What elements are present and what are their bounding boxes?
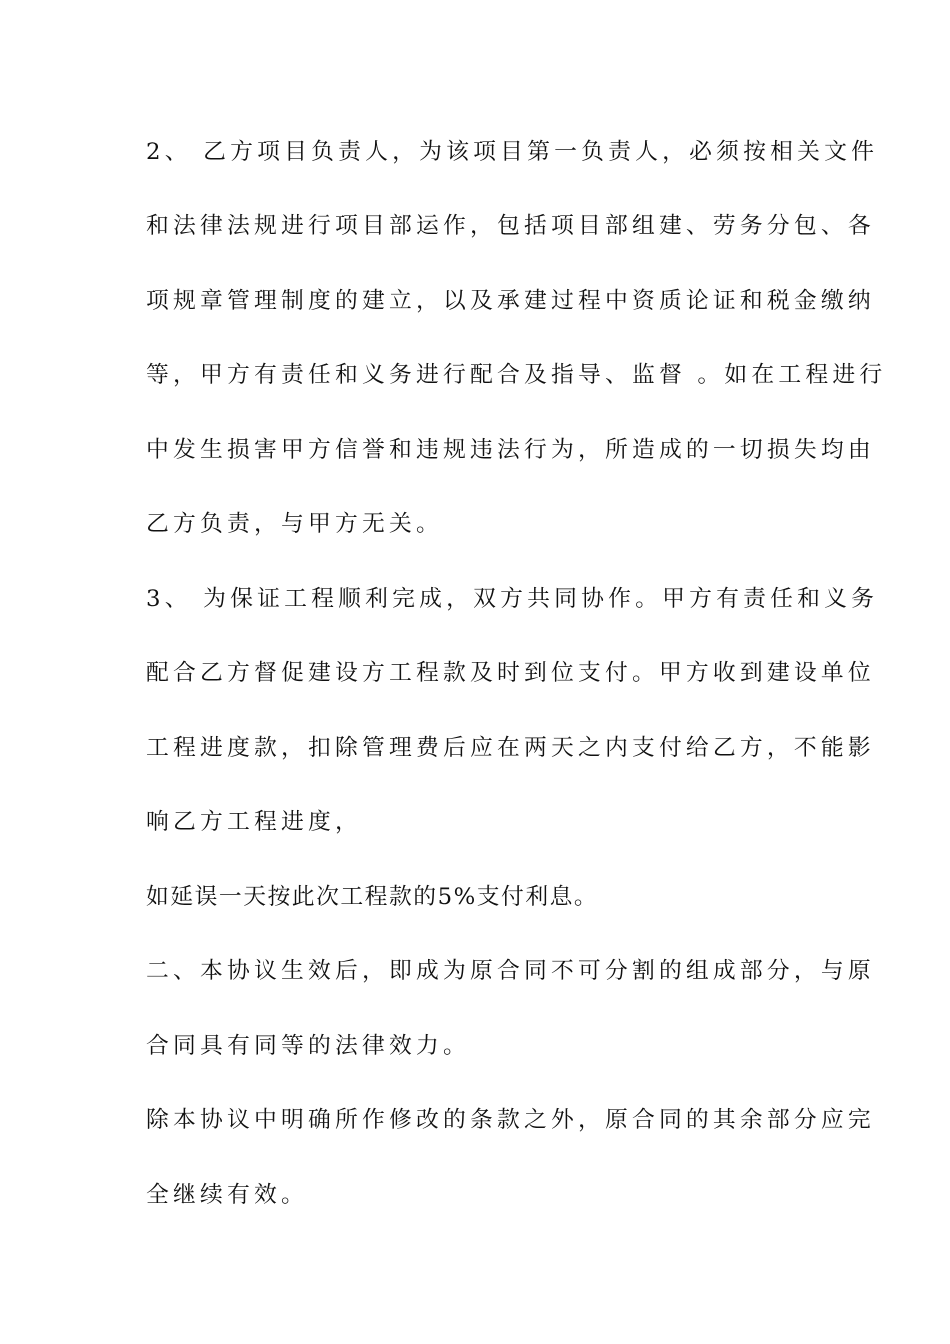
paragraph-line: 工程进度款，扣除管理费后应在两天之内支付给乙方，不能影 bbox=[146, 735, 875, 761]
paragraph-line: 乙方负责，与甲方无关。 bbox=[146, 511, 443, 537]
paragraph-line: 二、本协议生效后，即成为原合同不可分割的组成部分，与原 bbox=[146, 958, 875, 984]
paragraph-line: 全继续有效。 bbox=[146, 1182, 308, 1208]
paragraph-line: 项规章管理制度的建立，以及承建过程中资质论证和税金缴纳 bbox=[146, 288, 875, 314]
paragraph-line: 合同具有同等的法律效力。 bbox=[146, 1033, 470, 1059]
paragraph-line: 如延误一天按此次工程款的5%支付利息。 bbox=[146, 884, 599, 910]
paragraph-line: 2、 乙方项目负责人，为该项目第一负责人，必须按相关文件 bbox=[146, 139, 879, 165]
paragraph-line: 响乙方工程进度， bbox=[146, 809, 362, 835]
paragraph-line: 配合乙方督促建设方工程款及时到位支付。甲方收到建设单位 bbox=[146, 660, 875, 686]
paragraph-line: 等，甲方有责任和义务进行配合及指导、监督 。如在工程进行 bbox=[146, 362, 887, 388]
paragraph-line: 中发生损害甲方信誉和违规违法行为，所造成的一切损失均由 bbox=[146, 437, 875, 463]
paragraph-line: 和法律法规进行项目部运作，包括项目部组建、劳务分包、各 bbox=[146, 213, 875, 239]
paragraph-line: 除本协议中明确所作修改的条款之外，原合同的其余部分应完 bbox=[146, 1107, 875, 1133]
paragraph-line: 3、 为保证工程顺利完成，双方共同协作。甲方有责任和义务 bbox=[146, 586, 879, 612]
